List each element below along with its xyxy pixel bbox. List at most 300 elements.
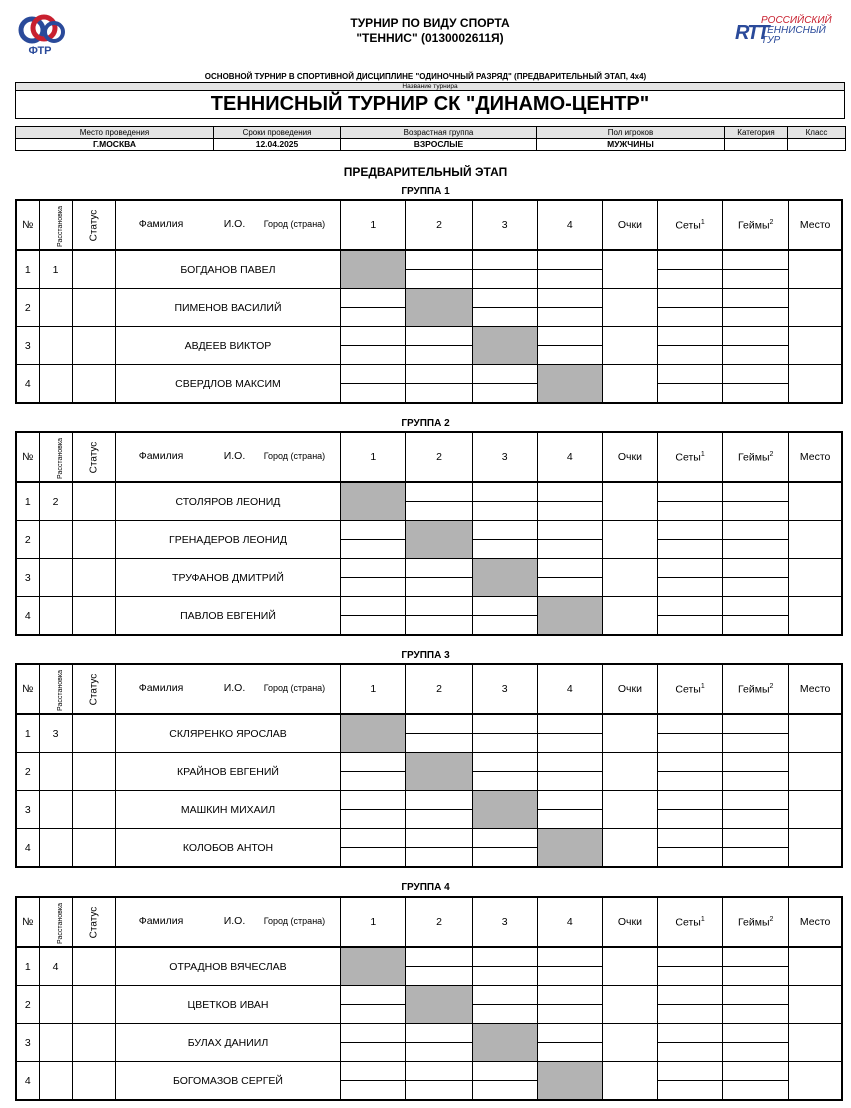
sets-cell[interactable]: [658, 250, 723, 270]
header-opponent-col: 2: [406, 897, 472, 947]
games-cell[interactable]: [723, 616, 789, 636]
header-status: [72, 897, 115, 947]
sets-cell[interactable]: [658, 540, 723, 559]
place-cell[interactable]: [789, 714, 842, 753]
sets-cell[interactable]: [658, 1005, 723, 1024]
games-cell[interactable]: [723, 791, 789, 810]
header-games-label: Геймы: [738, 683, 770, 696]
match-score-cell[interactable]: [472, 1062, 537, 1081]
games-cell[interactable]: [723, 250, 789, 270]
tournament-name: ТЕННИСНЫЙ ТУРНИР СК "ДИНАМО-ЦЕНТР": [15, 90, 845, 119]
match-score-cell[interactable]: [537, 327, 602, 346]
header-seed-label: Расстановка: [56, 903, 64, 944]
tournament-name-label: Название турнира: [15, 82, 845, 91]
info-value-category: [725, 139, 788, 151]
player-seed: 3: [39, 714, 72, 753]
match-score-cell[interactable]: [341, 521, 406, 540]
place-cell[interactable]: [789, 482, 842, 521]
group-title: ГРУППА 1: [401, 186, 450, 197]
info-label-category: Категория: [725, 127, 788, 139]
place-cell[interactable]: [789, 986, 842, 1024]
player-seed: 1: [39, 250, 72, 289]
match-score-cell[interactable]: [472, 384, 537, 404]
self-match-cell: [472, 791, 537, 829]
group-title: ГРУППА 4: [401, 882, 450, 893]
games-cell[interactable]: [723, 597, 789, 616]
games-cell[interactable]: [723, 772, 789, 791]
player-seed: [39, 521, 72, 559]
sets-cell[interactable]: [658, 1043, 723, 1062]
self-match-cell: [537, 1062, 602, 1101]
player-status: [72, 1062, 115, 1101]
match-score-cell[interactable]: [472, 753, 537, 772]
self-match-cell: [341, 482, 406, 521]
points-cell[interactable]: [602, 365, 657, 404]
player-seed: 2: [39, 482, 72, 521]
player-row: [16, 753, 842, 772]
match-score-cell[interactable]: [472, 597, 537, 616]
sets-cell[interactable]: [658, 772, 723, 791]
match-score-cell[interactable]: [341, 616, 406, 636]
match-score-cell[interactable]: [341, 791, 406, 810]
header-status: [72, 200, 115, 250]
match-score-cell[interactable]: [341, 578, 406, 597]
place-cell[interactable]: [789, 289, 842, 327]
place-cell[interactable]: [789, 559, 842, 597]
match-score-cell[interactable]: [472, 848, 537, 868]
header-games: [723, 200, 789, 250]
header-seed-label: Расстановка: [56, 670, 64, 711]
match-score-cell[interactable]: [537, 1024, 602, 1043]
player-num: 4: [16, 365, 39, 404]
place-cell[interactable]: [789, 753, 842, 791]
match-score-cell[interactable]: [406, 482, 472, 502]
header-sets-sup: 1: [700, 450, 705, 458]
self-match-cell: [472, 559, 537, 597]
points-cell[interactable]: [602, 714, 657, 753]
games-cell[interactable]: [723, 559, 789, 578]
header-city: Город (страна): [263, 683, 326, 693]
header-seed: [39, 432, 72, 482]
match-score-cell[interactable]: [406, 810, 472, 829]
rtt-logo-line3: ТУР: [761, 35, 781, 46]
match-score-cell[interactable]: [406, 616, 472, 636]
match-score-cell[interactable]: [341, 1081, 406, 1101]
match-score-cell[interactable]: [406, 578, 472, 597]
self-match-cell: [406, 521, 472, 559]
points-cell[interactable]: [602, 289, 657, 327]
sets-cell[interactable]: [658, 1081, 723, 1101]
header-sets: [658, 200, 723, 250]
match-score-cell[interactable]: [406, 1043, 472, 1062]
points-cell[interactable]: [602, 1024, 657, 1062]
match-score-cell[interactable]: [537, 714, 602, 734]
group-table: [15, 663, 843, 868]
player-status: [72, 986, 115, 1024]
player-row: [16, 791, 842, 810]
rtt-logo-line2: ТЕННИСНЫЙ: [761, 25, 826, 36]
header-status: [72, 664, 115, 714]
info-value-age: ВЗРОСЛЫЕ: [341, 139, 537, 151]
info-value-dates: 12.04.2025: [214, 139, 341, 151]
player-status: [72, 791, 115, 829]
match-score-cell[interactable]: [472, 482, 537, 502]
stage-title: ПРЕДВАРИТЕЛЬНЫЙ ЭТАП: [343, 165, 508, 179]
games-cell[interactable]: [723, 810, 789, 829]
sets-cell[interactable]: [658, 559, 723, 578]
place-cell[interactable]: [789, 947, 842, 986]
header-points: Очки: [602, 200, 657, 250]
match-score-cell[interactable]: [341, 384, 406, 404]
sets-cell[interactable]: [658, 365, 723, 384]
match-score-cell[interactable]: [406, 346, 472, 365]
match-score-cell[interactable]: [537, 986, 602, 1005]
group-table: [15, 431, 843, 636]
match-score-cell[interactable]: [341, 540, 406, 559]
match-score-cell[interactable]: [537, 482, 602, 502]
match-score-cell[interactable]: [472, 270, 537, 289]
player-status: [72, 947, 115, 986]
header-seed: [39, 664, 72, 714]
points-cell[interactable]: [602, 791, 657, 829]
match-score-cell[interactable]: [406, 734, 472, 753]
games-cell[interactable]: [723, 1043, 789, 1062]
player-num: 2: [16, 289, 39, 327]
group-title: ГРУППА 2: [401, 418, 450, 429]
player-num: 2: [16, 753, 39, 791]
header-surname: Фамилия: [138, 915, 184, 927]
match-score-cell[interactable]: [341, 559, 406, 578]
games-cell[interactable]: [723, 289, 789, 308]
player-status: [72, 521, 115, 559]
match-score-cell[interactable]: [537, 346, 602, 365]
match-score-cell[interactable]: [406, 1062, 472, 1081]
player-name: СТОЛЯРОВ ЛЕОНИД: [115, 482, 341, 521]
games-cell[interactable]: [723, 734, 789, 753]
match-score-cell[interactable]: [406, 1081, 472, 1101]
player-name: МАШКИН МИХАИЛ: [115, 791, 341, 829]
games-cell[interactable]: [723, 365, 789, 384]
games-cell[interactable]: [723, 1024, 789, 1043]
match-score-cell[interactable]: [472, 772, 537, 791]
match-score-cell[interactable]: [537, 540, 602, 559]
player-row: [16, 559, 842, 578]
games-cell[interactable]: [723, 482, 789, 502]
points-cell[interactable]: [602, 597, 657, 636]
points-cell[interactable]: [602, 327, 657, 365]
games-cell[interactable]: [723, 346, 789, 365]
header-status-label: Статус: [88, 441, 100, 474]
match-score-cell[interactable]: [406, 947, 472, 967]
match-score-cell[interactable]: [537, 521, 602, 540]
match-score-cell[interactable]: [537, 559, 602, 578]
group-table: [15, 896, 843, 1101]
match-score-cell[interactable]: [537, 947, 602, 967]
header-surname: Фамилия: [138, 682, 184, 694]
match-score-cell[interactable]: [406, 714, 472, 734]
match-score-cell[interactable]: [537, 250, 602, 270]
sets-cell[interactable]: [658, 597, 723, 616]
match-score-cell[interactable]: [537, 810, 602, 829]
player-name: АВДЕЕВ ВИКТОР: [115, 327, 341, 365]
player-row: [16, 1024, 842, 1043]
match-score-cell[interactable]: [537, 1005, 602, 1024]
player-seed: [39, 1062, 72, 1101]
match-score-cell[interactable]: [472, 714, 537, 734]
match-score-cell[interactable]: [472, 1005, 537, 1024]
player-row: [16, 289, 842, 308]
points-cell[interactable]: [602, 947, 657, 986]
header-status-label: Статус: [88, 209, 100, 242]
match-score-cell[interactable]: [472, 502, 537, 521]
games-cell[interactable]: [723, 1062, 789, 1081]
header-city: Город (страна): [263, 219, 326, 229]
header-place: Место: [789, 897, 842, 947]
sets-cell[interactable]: [658, 578, 723, 597]
match-score-cell[interactable]: [472, 365, 537, 384]
player-name: ОТРАДНОВ ВЯЧЕСЛАВ: [115, 947, 341, 986]
match-score-cell[interactable]: [537, 753, 602, 772]
player-row: [16, 1062, 842, 1081]
sets-cell[interactable]: [658, 810, 723, 829]
points-cell[interactable]: [602, 521, 657, 559]
sets-cell[interactable]: [658, 848, 723, 868]
self-match-cell: [341, 250, 406, 289]
match-score-cell[interactable]: [341, 753, 406, 772]
player-name: КРАЙНОВ ЕВГЕНИЙ: [115, 753, 341, 791]
sets-cell[interactable]: [658, 289, 723, 308]
place-cell[interactable]: [789, 597, 842, 636]
games-cell[interactable]: [723, 947, 789, 967]
header-sets-label: Сеты: [675, 683, 701, 696]
match-score-cell[interactable]: [537, 772, 602, 791]
sets-cell[interactable]: [658, 791, 723, 810]
header-initials: И.О.: [223, 218, 246, 230]
match-score-cell[interactable]: [472, 986, 537, 1005]
info-label-class: Класс: [788, 127, 846, 139]
points-cell[interactable]: [602, 753, 657, 791]
player-status: [72, 829, 115, 868]
place-cell[interactable]: [789, 250, 842, 289]
player-row: [16, 986, 842, 1005]
header-games: [723, 664, 789, 714]
games-cell[interactable]: [723, 1081, 789, 1101]
points-cell[interactable]: [602, 829, 657, 868]
match-score-cell[interactable]: [537, 502, 602, 521]
games-cell[interactable]: [723, 829, 789, 848]
sets-cell[interactable]: [658, 967, 723, 986]
header-games-label: Геймы: [738, 219, 770, 232]
header-initials: И.О.: [223, 915, 246, 927]
player-num: 4: [16, 829, 39, 868]
self-match-cell: [472, 1024, 537, 1062]
match-score-cell[interactable]: [406, 848, 472, 868]
player-seed: [39, 289, 72, 327]
place-cell[interactable]: [789, 521, 842, 559]
games-cell[interactable]: [723, 986, 789, 1005]
match-score-cell[interactable]: [537, 1043, 602, 1062]
player-name: ТРУФАНОВ ДМИТРИЙ: [115, 559, 341, 597]
games-cell[interactable]: [723, 502, 789, 521]
info-label-dates: Сроки проведения: [214, 127, 341, 139]
match-score-cell[interactable]: [341, 308, 406, 327]
place-cell[interactable]: [789, 829, 842, 868]
place-cell[interactable]: [789, 327, 842, 365]
match-score-cell[interactable]: [406, 384, 472, 404]
match-score-cell[interactable]: [472, 1081, 537, 1101]
games-cell[interactable]: [723, 714, 789, 734]
match-score-cell[interactable]: [341, 1043, 406, 1062]
games-cell[interactable]: [723, 967, 789, 986]
player-status: [72, 482, 115, 521]
player-name: ЦВЕТКОВ ИВАН: [115, 986, 341, 1024]
match-score-cell[interactable]: [406, 327, 472, 346]
match-score-cell[interactable]: [341, 848, 406, 868]
games-cell[interactable]: [723, 384, 789, 404]
sets-cell[interactable]: [658, 384, 723, 404]
match-score-cell[interactable]: [472, 521, 537, 540]
match-score-cell[interactable]: [537, 289, 602, 308]
header-sets-sup: 1: [700, 218, 705, 226]
match-score-cell[interactable]: [341, 289, 406, 308]
games-cell[interactable]: [723, 521, 789, 540]
sets-cell[interactable]: [658, 753, 723, 772]
match-score-cell[interactable]: [341, 597, 406, 616]
header-place: Место: [789, 432, 842, 482]
games-cell[interactable]: [723, 1005, 789, 1024]
match-score-cell[interactable]: [537, 308, 602, 327]
match-score-cell[interactable]: [341, 365, 406, 384]
match-score-cell[interactable]: [341, 986, 406, 1005]
header-opponent-col: 4: [537, 200, 602, 250]
self-match-cell: [406, 986, 472, 1024]
header-num: №: [16, 897, 39, 947]
header-sets-sup: 1: [700, 682, 705, 690]
header-status-label: Статус: [88, 673, 100, 706]
games-cell[interactable]: [723, 308, 789, 327]
match-score-cell[interactable]: [341, 346, 406, 365]
place-cell[interactable]: [789, 365, 842, 404]
player-status: [72, 597, 115, 636]
match-score-cell[interactable]: [472, 829, 537, 848]
header-status-label: Статус: [88, 906, 100, 939]
match-score-cell[interactable]: [406, 967, 472, 986]
self-match-cell: [537, 829, 602, 868]
match-score-cell[interactable]: [341, 327, 406, 346]
games-cell[interactable]: [723, 270, 789, 289]
points-cell[interactable]: [602, 1062, 657, 1101]
sport-title-line1: ТУРНИР ПО ВИДУ СПОРТА: [350, 16, 510, 30]
match-score-cell[interactable]: [472, 540, 537, 559]
sets-cell[interactable]: [658, 734, 723, 753]
match-score-cell[interactable]: [406, 502, 472, 521]
ftr-logo: [14, 12, 74, 60]
header-games-label: Геймы: [738, 916, 770, 929]
match-score-cell[interactable]: [341, 1062, 406, 1081]
match-score-cell[interactable]: [472, 967, 537, 986]
match-score-cell[interactable]: [406, 829, 472, 848]
points-cell[interactable]: [602, 482, 657, 521]
sets-cell[interactable]: [658, 482, 723, 502]
player-name: ПАВЛОВ ЕВГЕНИЙ: [115, 597, 341, 636]
place-cell[interactable]: [789, 1062, 842, 1101]
player-seed: [39, 753, 72, 791]
sets-cell[interactable]: [658, 986, 723, 1005]
header-player: [115, 897, 341, 947]
match-score-cell[interactable]: [537, 967, 602, 986]
sets-cell[interactable]: [658, 502, 723, 521]
sets-cell[interactable]: [658, 521, 723, 540]
sets-cell[interactable]: [658, 947, 723, 967]
match-score-cell[interactable]: [537, 734, 602, 753]
self-match-cell: [406, 289, 472, 327]
match-score-cell[interactable]: [406, 270, 472, 289]
match-score-cell[interactable]: [406, 1024, 472, 1043]
points-cell[interactable]: [602, 559, 657, 597]
player-num: 1: [16, 250, 39, 289]
games-cell[interactable]: [723, 327, 789, 346]
player-row: [16, 365, 842, 384]
place-cell[interactable]: [789, 1024, 842, 1062]
games-cell[interactable]: [723, 578, 789, 597]
match-score-cell[interactable]: [341, 810, 406, 829]
sets-cell[interactable]: [658, 308, 723, 327]
match-score-cell[interactable]: [341, 772, 406, 791]
points-cell[interactable]: [602, 986, 657, 1024]
sets-cell[interactable]: [658, 714, 723, 734]
place-cell[interactable]: [789, 791, 842, 829]
match-score-cell[interactable]: [406, 365, 472, 384]
match-score-cell[interactable]: [406, 250, 472, 270]
match-score-cell[interactable]: [341, 1005, 406, 1024]
player-seed: [39, 365, 72, 404]
player-status: [72, 365, 115, 404]
sets-cell[interactable]: [658, 346, 723, 365]
match-score-cell[interactable]: [406, 597, 472, 616]
sets-cell[interactable]: [658, 616, 723, 636]
header-initials: И.О.: [223, 450, 246, 462]
match-score-cell[interactable]: [472, 947, 537, 967]
sets-cell[interactable]: [658, 1024, 723, 1043]
match-score-cell[interactable]: [472, 734, 537, 753]
match-score-cell[interactable]: [537, 578, 602, 597]
match-score-cell[interactable]: [341, 829, 406, 848]
player-status: [72, 753, 115, 791]
sets-cell[interactable]: [658, 829, 723, 848]
match-score-cell[interactable]: [406, 559, 472, 578]
games-cell[interactable]: [723, 753, 789, 772]
sets-cell[interactable]: [658, 1062, 723, 1081]
match-score-cell[interactable]: [472, 308, 537, 327]
games-cell[interactable]: [723, 540, 789, 559]
header-opponent-col: 1: [341, 664, 406, 714]
match-score-cell[interactable]: [472, 250, 537, 270]
match-score-cell[interactable]: [537, 791, 602, 810]
games-cell[interactable]: [723, 848, 789, 868]
sets-cell[interactable]: [658, 270, 723, 289]
sets-cell[interactable]: [658, 327, 723, 346]
match-score-cell[interactable]: [472, 616, 537, 636]
player-seed: [39, 327, 72, 365]
header-player: [115, 432, 341, 482]
match-score-cell[interactable]: [341, 1024, 406, 1043]
match-score-cell[interactable]: [472, 289, 537, 308]
match-score-cell[interactable]: [406, 791, 472, 810]
header-num: №: [16, 664, 39, 714]
match-score-cell[interactable]: [537, 270, 602, 289]
header-place: Место: [789, 200, 842, 250]
points-cell[interactable]: [602, 250, 657, 289]
